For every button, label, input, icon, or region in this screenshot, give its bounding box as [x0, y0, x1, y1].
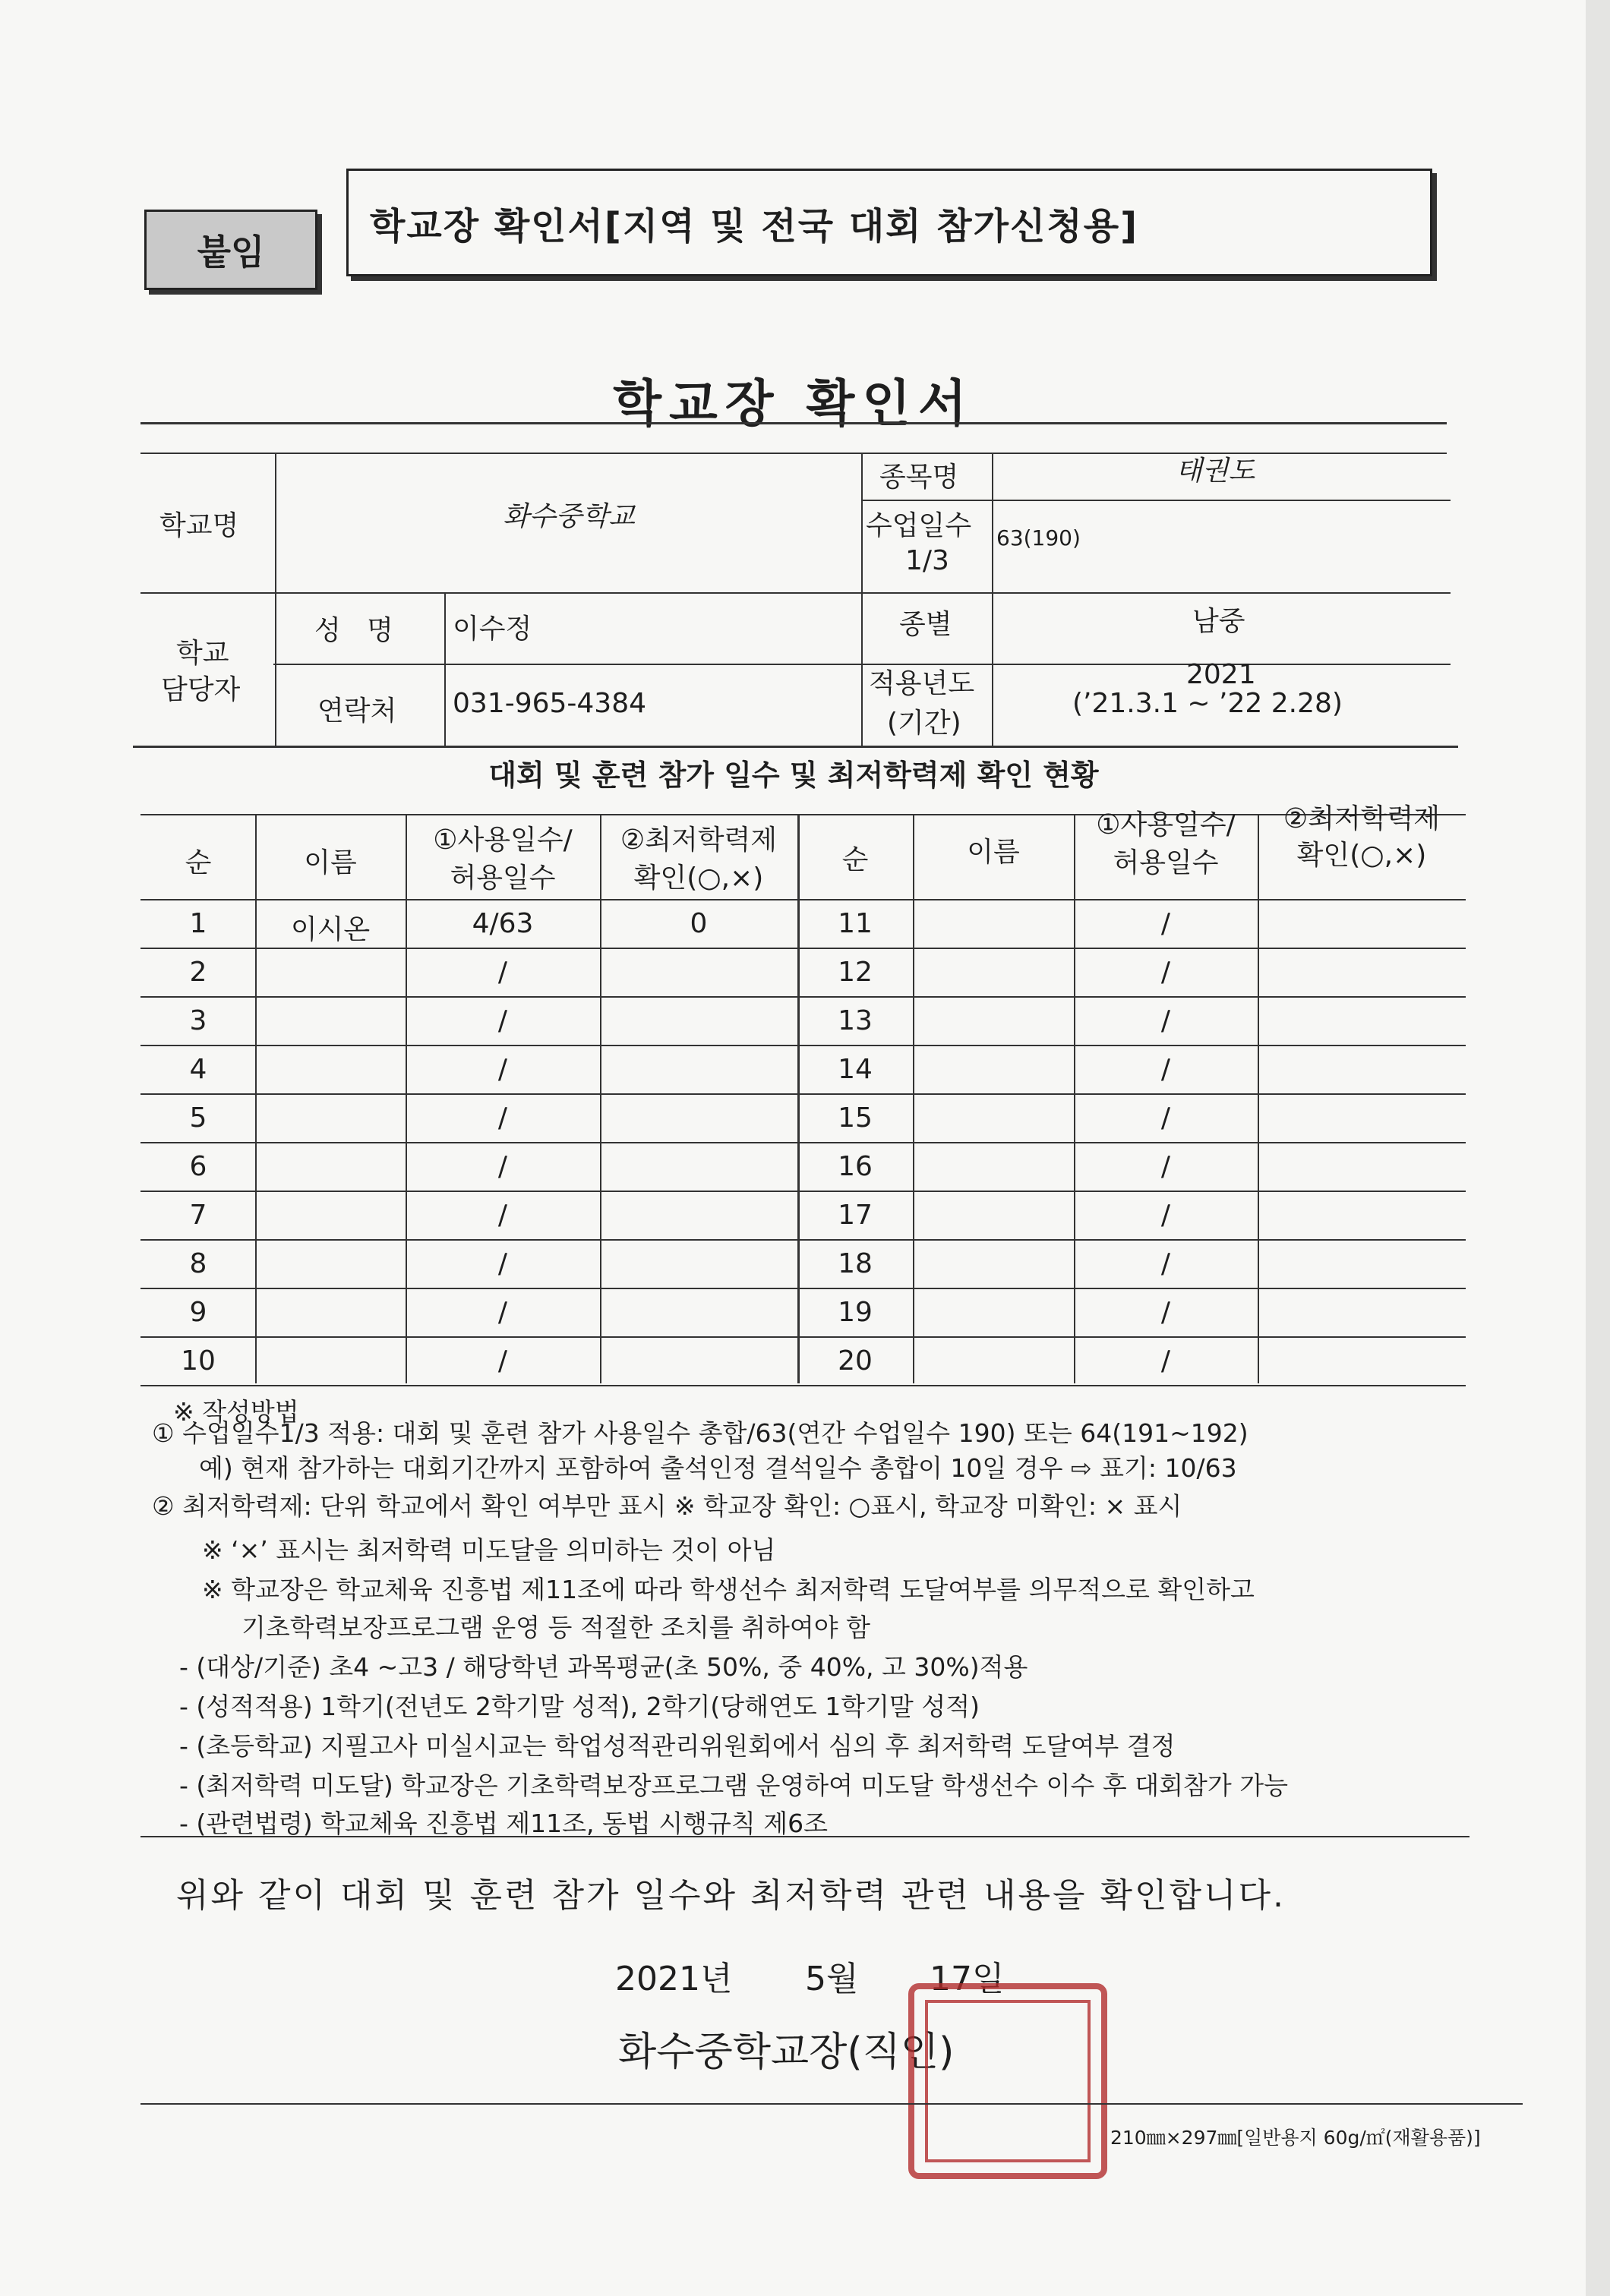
cell-days: / [1160, 1200, 1171, 1231]
table-line [140, 1142, 1466, 1143]
date-month: 5월 [805, 1960, 859, 1998]
main-title: 학교장 확인서 [613, 374, 974, 433]
note-line: 예) 현재 참가하는 대회기간까지 포함하여 출석인정 결석일수 총합이 10일 경우 ⇨ 표기: 10/63 [199, 1453, 1237, 1483]
days-value: 63(190) [996, 525, 1081, 550]
signature: 화수중학교장(직인) [618, 2030, 955, 2075]
cell-days: / [1160, 1151, 1171, 1182]
cell-no: 4 [189, 1054, 207, 1085]
header-min-1: ②최저학력제 [620, 825, 778, 856]
info-line [861, 453, 863, 746]
cell-no: 17 [838, 1200, 873, 1231]
cell-days: / [1160, 1054, 1171, 1085]
cell-days: / [1160, 957, 1171, 988]
table-line [140, 899, 1466, 900]
year-label-2: (기간) [887, 708, 961, 739]
category-value: 남중 [1192, 606, 1245, 637]
cell-no: 6 [189, 1151, 207, 1182]
table-line [255, 814, 257, 1383]
note-line: ② 최저학력제: 단위 학교에서 확인 여부만 표시 ※ 학교장 확인: ○표시, 학교장 미확인: × 표시 [152, 1491, 1182, 1521]
header-days-1: ①사용일수/ [1096, 809, 1236, 840]
table-line [140, 948, 1466, 949]
cell-days: / [497, 1054, 508, 1085]
note-line: - (초등학교) 지필고사 미실시교는 학업성적관리위원회에서 심의 후 최저학력 도달여부 결정 [179, 1731, 1176, 1761]
table-line [140, 1385, 1466, 1386]
cell-days: / [1160, 1102, 1171, 1134]
cell-days: / [1160, 1297, 1171, 1328]
cell-no: 8 [189, 1248, 207, 1279]
official-seal [908, 1983, 1107, 2179]
note-heading: ※ 작성방법 [173, 1397, 299, 1427]
cell-days: / [1160, 1248, 1171, 1279]
year-label-1: 적용년도 [869, 668, 975, 699]
days-label-2: 1/3 [905, 545, 949, 576]
footer-rule [140, 2103, 1523, 2105]
cell-name: 이시온 [290, 914, 371, 945]
sport-value: 태권도 [1176, 456, 1255, 487]
note-line: ① 수업일수1/3 적용: 대회 및 훈련 참가 사용일수 총합/63(연간 수업일수 190) 또는 64(191~192) [152, 1418, 1249, 1448]
info-line [992, 453, 993, 746]
note-line: - (관련법령) 학교체육 진흥법 제11조, 동법 시행규칙 제6조 [179, 1809, 828, 1838]
header-days-2: 허용일수 [450, 863, 556, 894]
school-name: 화수중학교 [503, 501, 635, 532]
header-title: 학교장 확인서[지역 및 전국 대회 참가신청용] [346, 169, 1432, 276]
header-name: 이름 [967, 837, 1020, 868]
confirm-sentence: 위와 같이 대회 및 훈련 참가 일수와 최저학력 관련 내용을 확인합니다. [176, 1876, 1286, 1915]
notes-rule [140, 1836, 1470, 1837]
table-line [140, 1093, 1466, 1095]
table-line [913, 814, 914, 1383]
table-line [140, 1045, 1466, 1046]
cell-no: 20 [838, 1345, 873, 1377]
cell-days: / [497, 1151, 508, 1182]
table-line [140, 1336, 1466, 1338]
info-line [863, 500, 1451, 501]
attachment-label: 붙임 [144, 210, 317, 290]
table-line [140, 996, 1466, 998]
cell-no: 1 [189, 908, 207, 939]
info-line [133, 746, 1458, 748]
cell-no: 13 [838, 1005, 873, 1036]
cell-no: 7 [189, 1200, 207, 1231]
date-year: 2021년 [615, 1960, 733, 1998]
table-line [1258, 814, 1259, 1383]
note-line: ※ 학교장은 학교체육 진흥법 제11조에 따라 학생선수 최저학력 도달여부를 의무적으로 확인하고 [202, 1575, 1255, 1604]
school-label: 학교명 [159, 510, 239, 541]
cell-no: 15 [838, 1102, 873, 1134]
cell-days: / [497, 1297, 508, 1328]
cell-no: 9 [189, 1297, 207, 1328]
header-days-2: 허용일수 [1113, 847, 1219, 878]
cell-no: 5 [189, 1102, 207, 1134]
days-label-1: 수업일수 [866, 510, 972, 541]
page-edge [1586, 0, 1610, 2296]
cell-no: 10 [181, 1345, 216, 1377]
cell-days: / [1160, 1005, 1171, 1036]
cell-no: 11 [838, 908, 873, 939]
title-rule [140, 422, 1447, 424]
note-line: - (성적적용) 1학기(전년도 2학기말 성적), 2학기(당해연도 1학기말 성적) [179, 1692, 980, 1721]
info-line [140, 592, 1451, 594]
cell-no: 18 [838, 1248, 873, 1279]
cell-days: / [1160, 908, 1171, 939]
date-day: 17일 [930, 1960, 1005, 1998]
year-period: (’21.3.1 ~ ’22 2.28) [1072, 688, 1343, 719]
header-days-1: ①사용일수/ [433, 825, 573, 856]
note-line: ※ ‘×’ 표시는 최저학력 미도달을 의미하는 것이 아님 [202, 1535, 776, 1565]
cell-no: 3 [189, 1005, 207, 1036]
note-line: 기초학력보장프로그램 운영 등 적절한 조치를 취하여야 함 [242, 1613, 871, 1642]
header-min-1: ②최저학력제 [1283, 803, 1441, 834]
header-min-2: 확인(○,×) [1296, 840, 1427, 871]
cell-days: / [1160, 1345, 1171, 1377]
footer-spec: 210㎜×297㎜[일반용지 60g/㎡(재활용품)] [1110, 2127, 1481, 2149]
table-line [140, 1239, 1466, 1241]
cell-days: / [497, 1200, 508, 1231]
contact-label-1: 학교 [176, 638, 229, 669]
cell-days: / [497, 1102, 508, 1134]
name-label: 성 명 [314, 615, 393, 646]
note-line: - (대상/기준) 초4 ~고3 / 해당학년 과목평균(초 50%, 중 40%, 고 30%)적용 [179, 1652, 1028, 1682]
phone-label: 연락처 [317, 695, 397, 727]
cell-days: / [497, 1248, 508, 1279]
sport-label: 종목명 [879, 462, 959, 493]
header-min-2: 확인(○,×) [633, 863, 764, 894]
note-line: - (최저학력 미도달) 학교장은 기초학력보장프로그램 운영하여 미도달 학생선수 이수 후 대회참가 가능 [179, 1771, 1289, 1800]
cell-check: 0 [690, 908, 708, 939]
cell-no: 12 [838, 957, 873, 988]
table-line [600, 814, 601, 1383]
header-no: 순 [841, 844, 869, 875]
info-line [444, 592, 446, 746]
cell-days: / [497, 957, 508, 988]
phone-value: 031-965-4384 [453, 688, 647, 719]
cell-days: / [497, 1345, 508, 1377]
cell-no: 16 [838, 1151, 873, 1182]
header-name: 이름 [304, 847, 357, 878]
info-line [275, 453, 276, 746]
cell-days: / [497, 1005, 508, 1036]
category-label: 종별 [899, 609, 952, 640]
table-line [140, 1191, 1466, 1192]
cell-no: 14 [838, 1054, 873, 1085]
cell-no: 19 [838, 1297, 873, 1328]
table-line [140, 1288, 1466, 1289]
status-title: 대회 및 훈련 참가 일수 및 최저학력제 확인 현황 [488, 758, 1099, 792]
cell-no: 2 [189, 957, 207, 988]
cell-days: 4/63 [472, 908, 534, 939]
year-value: 2021 [1186, 659, 1256, 690]
contact-label-2: 담당자 [161, 674, 241, 705]
name-value: 이수정 [453, 613, 532, 645]
header-no: 순 [185, 847, 212, 878]
